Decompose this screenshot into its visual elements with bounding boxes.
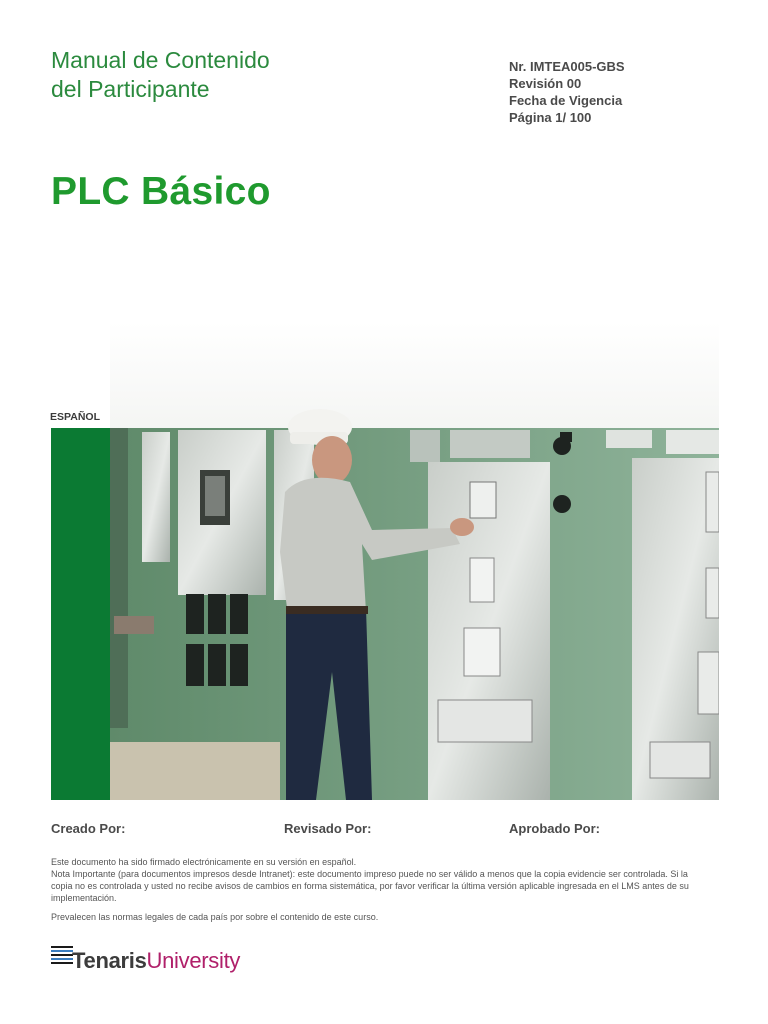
doc-number: Nr. IMTEA005-GBS: [509, 59, 625, 74]
logo-wordmark: [72, 948, 240, 974]
page-number: Página 1/ 100: [509, 110, 592, 125]
legal-precedence-note: Prevalecen las normas legales de cada país por sobre el contenido de este curso.: [51, 912, 379, 922]
created-by-label: Creado Por:: [51, 821, 126, 836]
green-side-bar: [51, 428, 110, 800]
logo-tenaris: Tenaris: [72, 948, 147, 973]
legal-notes: [51, 856, 701, 923]
document-metadata: [509, 58, 729, 126]
course-title: PLC Básico: [51, 170, 271, 213]
revision: Revisión 00: [509, 76, 582, 91]
manual-title-line2: del Participante: [51, 76, 210, 102]
tenaris-university-logo: [51, 944, 311, 980]
important-note: Nota Importante (para documentos impresos desde Intranet): este documento impreso puede no ser válido a menos que la copia evidencie ser controlada. Si la copia no es controlada y usted no recibe avisos de cambios en forma sistemática, por favor verificar la última versión aplicable ingresada en el LMS antes de su implementación.: [51, 869, 689, 903]
reviewed-by-label: Revisado Por:: [284, 821, 372, 836]
approved-by-label: Aprobado Por:: [509, 821, 600, 836]
manual-title: [51, 46, 381, 104]
cover-photo-illustration: [110, 322, 719, 800]
signed-note: Este documento ha sido firmado electrónicamente en su versión en español.: [51, 857, 357, 867]
language-label: ESPAÑOL: [50, 411, 100, 423]
logo-university: University: [146, 948, 241, 973]
effective-date: Fecha de Vigencia: [509, 93, 623, 108]
manual-title-line1: Manual de Contenido: [51, 47, 270, 73]
tenaris-stripes-icon: [51, 944, 73, 966]
cover-photo: [110, 322, 719, 800]
